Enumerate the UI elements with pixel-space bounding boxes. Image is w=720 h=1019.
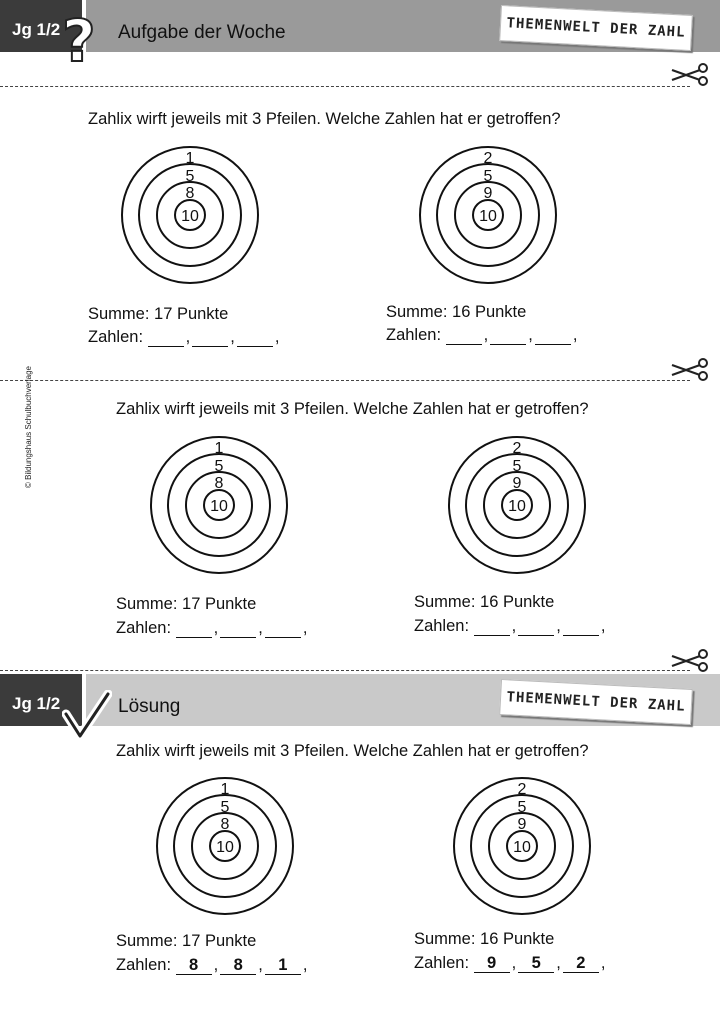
cut-line	[0, 380, 690, 381]
comma: ,	[258, 619, 263, 637]
sum-label: Summe: 17 Punkte	[116, 932, 257, 950]
comma: ,	[556, 617, 561, 635]
answer-blank[interactable]	[265, 619, 301, 638]
zahlen-row	[386, 326, 579, 345]
zahlen-label: Zahlen:	[116, 619, 172, 637]
comma: ,	[302, 619, 308, 637]
ring-label: 8	[220, 816, 230, 833]
section-title: Aufgabe der Woche	[118, 22, 286, 43]
comma: ,	[302, 956, 308, 974]
comma: ,	[572, 326, 578, 344]
dartboard-a	[149, 438, 289, 578]
copyright-note: © Bildungshaus Schulbuchverlage	[24, 366, 33, 488]
answer-blank[interactable]	[474, 617, 510, 636]
section-title: Lösung	[118, 696, 181, 717]
comma: ,	[600, 617, 606, 635]
ring-label: 2	[483, 150, 493, 167]
cut-line	[0, 86, 690, 87]
ring-label: 5	[512, 458, 522, 475]
ring-label: 10	[479, 208, 497, 225]
sum-label: Summe: 16 Punkte	[414, 930, 555, 948]
comma: ,	[511, 954, 517, 972]
ring-label: 5	[185, 168, 195, 185]
answer-value: 9	[474, 954, 510, 973]
answer-blank[interactable]	[176, 619, 212, 638]
zahlen-label: Zahlen:	[414, 617, 470, 635]
task-question: Zahlix wirft jeweils mit 3 Pfeilen. Welche Zahlen hat er getroffen?	[116, 400, 589, 418]
comma: ,	[230, 328, 235, 346]
answer-blank[interactable]	[490, 326, 526, 345]
answer-value: 5	[518, 954, 554, 973]
answer-blank[interactable]	[237, 328, 273, 347]
cut-line	[0, 670, 690, 671]
answer-blank[interactable]	[518, 617, 554, 636]
ring-label: 10	[181, 208, 199, 225]
question-mark-icon: ?	[62, 7, 96, 75]
ring-label: 10	[508, 498, 526, 515]
dartboard-a	[120, 148, 260, 288]
comma: ,	[556, 954, 561, 972]
ring-label: 5	[483, 168, 493, 185]
ring-label: 1	[214, 440, 224, 457]
task-question: Zahlix wirft jeweils mit 3 Pfeilen. Welche Zahlen hat er getroffen?	[116, 742, 589, 760]
ring-label: 10	[210, 498, 228, 515]
zahlen-label: Zahlen:	[116, 956, 172, 974]
zahlen-row	[414, 954, 607, 973]
comma: ,	[213, 956, 219, 974]
answer-value: 8	[220, 956, 256, 975]
ring-label: 9	[517, 816, 527, 833]
comma: ,	[600, 954, 606, 972]
sum-label: Summe: 17 Punkte	[88, 305, 229, 323]
ring-label: 8	[185, 185, 195, 202]
answer-blank[interactable]	[446, 326, 482, 345]
zahlen-row	[116, 619, 309, 638]
answer-blank[interactable]	[535, 326, 571, 345]
zahlen-label: Zahlen:	[414, 954, 470, 972]
dartboard-a	[155, 779, 295, 919]
comma: ,	[258, 956, 263, 974]
zahlen-row	[414, 617, 607, 636]
answer-blank[interactable]	[563, 617, 599, 636]
header-aufgabe	[0, 0, 720, 52]
dartboard-b	[452, 779, 592, 919]
ring-label: 5	[517, 799, 527, 816]
ring-label: 5	[214, 458, 224, 475]
task-question: Zahlix wirft jeweils mit 3 Pfeilen. Welche Zahlen hat er getroffen?	[88, 110, 561, 128]
zahlen-label: Zahlen:	[88, 328, 144, 346]
ring-label: 2	[512, 440, 522, 457]
ring-label: 2	[517, 781, 527, 798]
brand-text: THEMENWELT DER ZAHL	[506, 689, 686, 715]
dartboard-b	[447, 438, 587, 578]
answer-value: 8	[176, 956, 212, 975]
scissors-icon	[670, 62, 710, 86]
checkmark-icon	[62, 690, 112, 742]
zahlen-row	[116, 956, 309, 975]
answer-blank[interactable]	[148, 328, 184, 347]
answer-value: 2	[563, 954, 599, 973]
ring-label: 8	[214, 475, 224, 492]
sum-label: Summe: 17 Punkte	[116, 595, 257, 613]
ring-label: 1	[185, 150, 195, 167]
ring-label: 9	[483, 185, 493, 202]
comma: ,	[483, 326, 489, 344]
dartboard-b	[418, 148, 558, 288]
comma: ,	[274, 328, 280, 346]
ring-label: 9	[512, 475, 522, 492]
scissors-icon	[670, 648, 710, 672]
answer-blank[interactable]	[220, 619, 256, 638]
comma: ,	[511, 617, 517, 635]
comma: ,	[213, 619, 219, 637]
answer-blank[interactable]	[192, 328, 228, 347]
comma: ,	[528, 326, 533, 344]
ring-label: 10	[513, 839, 531, 856]
answer-value: 1	[265, 956, 301, 975]
ring-label: 1	[220, 781, 230, 798]
ring-label: 10	[216, 839, 234, 856]
scissors-icon	[670, 357, 710, 381]
brand-text: THEMENWELT DER ZAHL	[506, 15, 686, 41]
ring-label: 5	[220, 799, 230, 816]
sum-label: Summe: 16 Punkte	[386, 303, 527, 321]
zahlen-label: Zahlen:	[386, 326, 442, 344]
comma: ,	[185, 328, 191, 346]
grade-tag-label: Jg 1/2	[12, 20, 61, 39]
zahlen-row	[88, 328, 281, 347]
grade-tag-label: Jg 1/2	[12, 694, 61, 713]
sum-label: Summe: 16 Punkte	[414, 593, 555, 611]
